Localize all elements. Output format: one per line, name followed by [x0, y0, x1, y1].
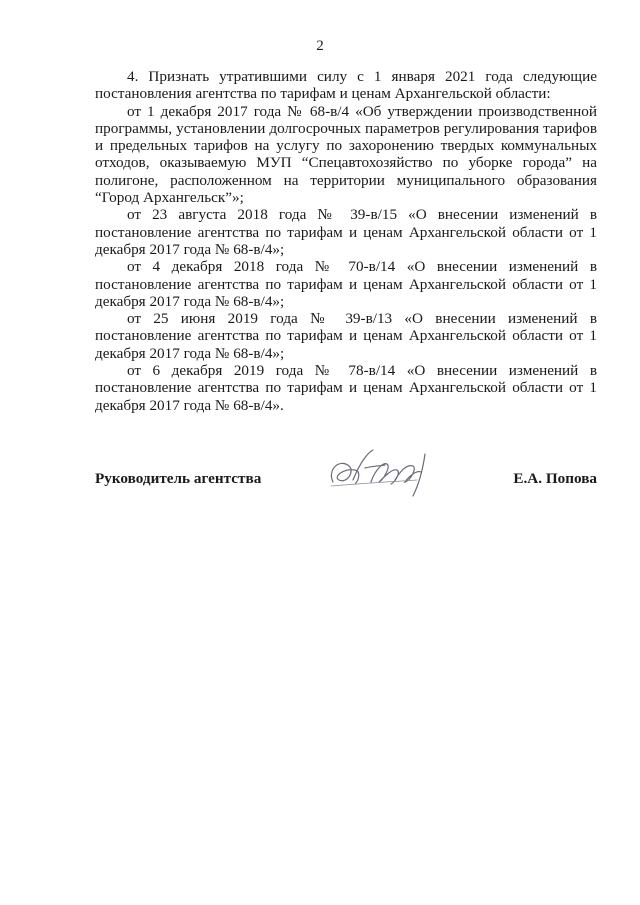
signature-block — [95, 470, 597, 492]
paragraph-repeal-clause: 4. Признать утратившими силу с 1 января 2021 года следующие постановления агентства по тарифам и ценам Архангельской области: — [95, 68, 597, 103]
page-number: 2 — [316, 38, 324, 54]
signatory-position: Руководитель агентства — [95, 470, 262, 487]
document-body — [95, 68, 597, 414]
paragraph-resolution-39-v-13: от 25 июня 2019 года № 39-в/13 «О внесении изменений в постановление агентства по тарифам и ценам Архангельской области от 1 декабря 2017 года № 68-в/4»; — [95, 310, 597, 362]
signatory-name: Е.А. Попова — [513, 470, 597, 487]
paragraph-resolution-39-v-15: от 23 августа 2018 года № 39-в/15 «О внесении изменений в постановление агентства по тарифам и ценам Архангельской области от 1 декабря 2017 года № 68-в/4»; — [95, 206, 597, 258]
paragraph-resolution-78-v-14: от 6 декабря 2019 года № 78-в/14 «О внесении изменений в постановление агентства по тарифам и ценам Архангельской области от 1 декабря 2017 года № 68-в/4». — [95, 362, 597, 414]
paragraph-resolution-70-v-14: от 4 декабря 2018 года № 70-в/14 «О внесении изменений в постановление агентства по тарифам и ценам Архангельской области от 1 декабря 2017 года № 68-в/4»; — [95, 258, 597, 310]
paragraph-resolution-68-v-4: от 1 декабря 2017 года № 68-в/4 «Об утверждении производственной программы, установлении долгосрочных параметров регулирования тарифов и предельных тарифов на услугу по захоронению твердых коммунальных отходов, оказываемую МУП “Спецавтохозяйство по уборке города” на полигоне, расположенном на территории муниципального образования “Город Архангельск”»; — [95, 102, 597, 207]
